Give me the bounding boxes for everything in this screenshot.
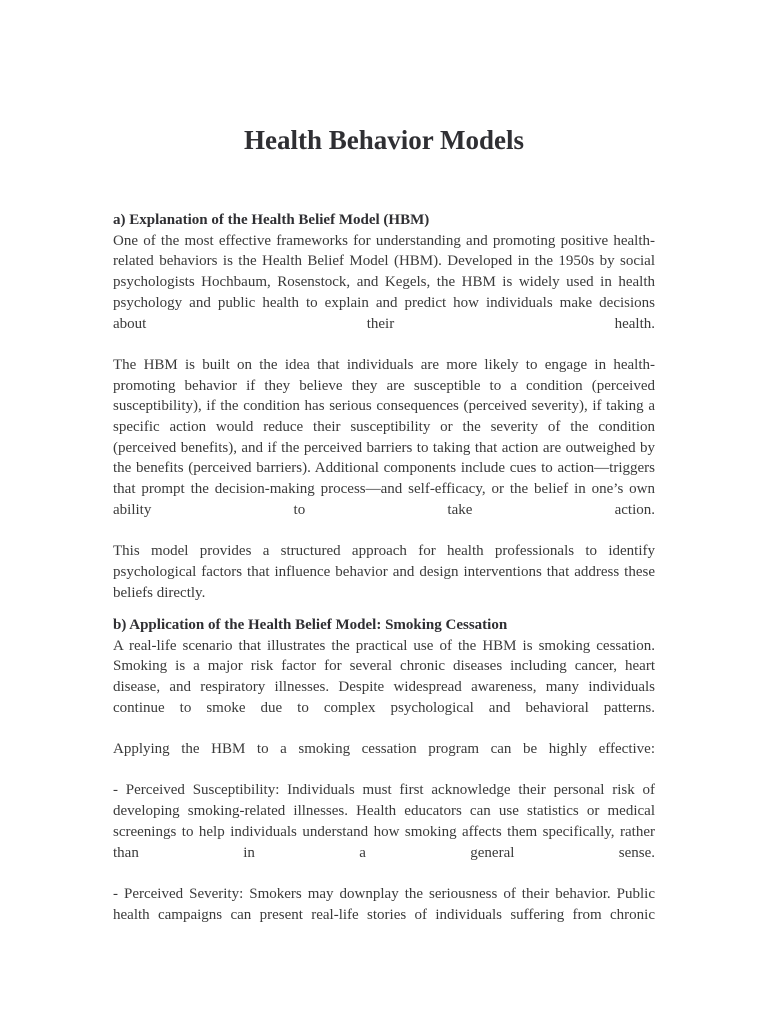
section-b-paragraph-4: - Perceived Severity: Smokers may downplay the seriousness of their behavior. Public health campaigns can present real-life stories of individuals suffering from chronic <box>113 885 655 923</box>
paragraph-spacer <box>113 760 655 781</box>
section-a-paragraph-2: The HBM is built on the idea that individuals are more likely to engage in health-promoting behavior if they believe they are susceptible to a condition (perceived susceptibility), if the condition has serious consequences (perceived severity), if taking a specific action would reduce their susceptibility or the severity of the condition (perceived benefits), and if the perceived barriers to taking that action are outweighed by the benefits (perceived barriers). Additional components include cues to action—triggers that prompt the decision-making process—and self-efficacy, or the belief in one’s own ability to take action. <box>113 356 655 518</box>
paragraph-spacer <box>113 718 655 739</box>
document-body <box>113 210 655 925</box>
section-b-paragraph-1: A real-life scenario that illustrates the practical use of the HBM is smoking cessation. Smoking is a major risk factor for several chronic diseases including cancer, heart disease, and respiratory illnesses. Despite widespread awareness, many individuals continue to smoke due to complex psychological and behavioral patterns. <box>113 637 655 716</box>
section-spacer <box>113 603 655 615</box>
paragraph-spacer <box>113 863 655 884</box>
section-b-paragraph-2: Applying the HBM to a smoking cessation program can be highly effective: <box>113 741 655 758</box>
section-b-heading: b) Application of the Health Belief Model: Smoking Cessation <box>113 616 508 633</box>
section-a-paragraph-3: This model provides a structured approach for health professionals to identify psychological factors that influence behavior and design interventions that address these beliefs directly. <box>113 543 655 601</box>
section-a-paragraph-1: One of the most effective frameworks for understanding and promoting positive health-related behaviors is the Health Belief Model (HBM). Developed in the 1950s by social psychologists Hochbaum, Rosenstock, and Kegels, the HBM is widely used in health psychology and public health to explain and predict how individuals make decisions about their health. <box>113 232 655 332</box>
paragraph-spacer <box>113 521 655 542</box>
document-title: Health Behavior Models <box>244 125 524 155</box>
section-b-paragraph-3: - Perceived Susceptibility: Individuals must first acknowledge their personal risk of developing smoking-related illnesses. Health educators can use statistics or medical screenings to help individuals understand how smoking affects them specifically, rather than in a general sense. <box>113 782 655 861</box>
paragraph-spacer <box>113 334 655 355</box>
section-a-heading: a) Explanation of the Health Belief Model (HBM) <box>113 212 430 228</box>
